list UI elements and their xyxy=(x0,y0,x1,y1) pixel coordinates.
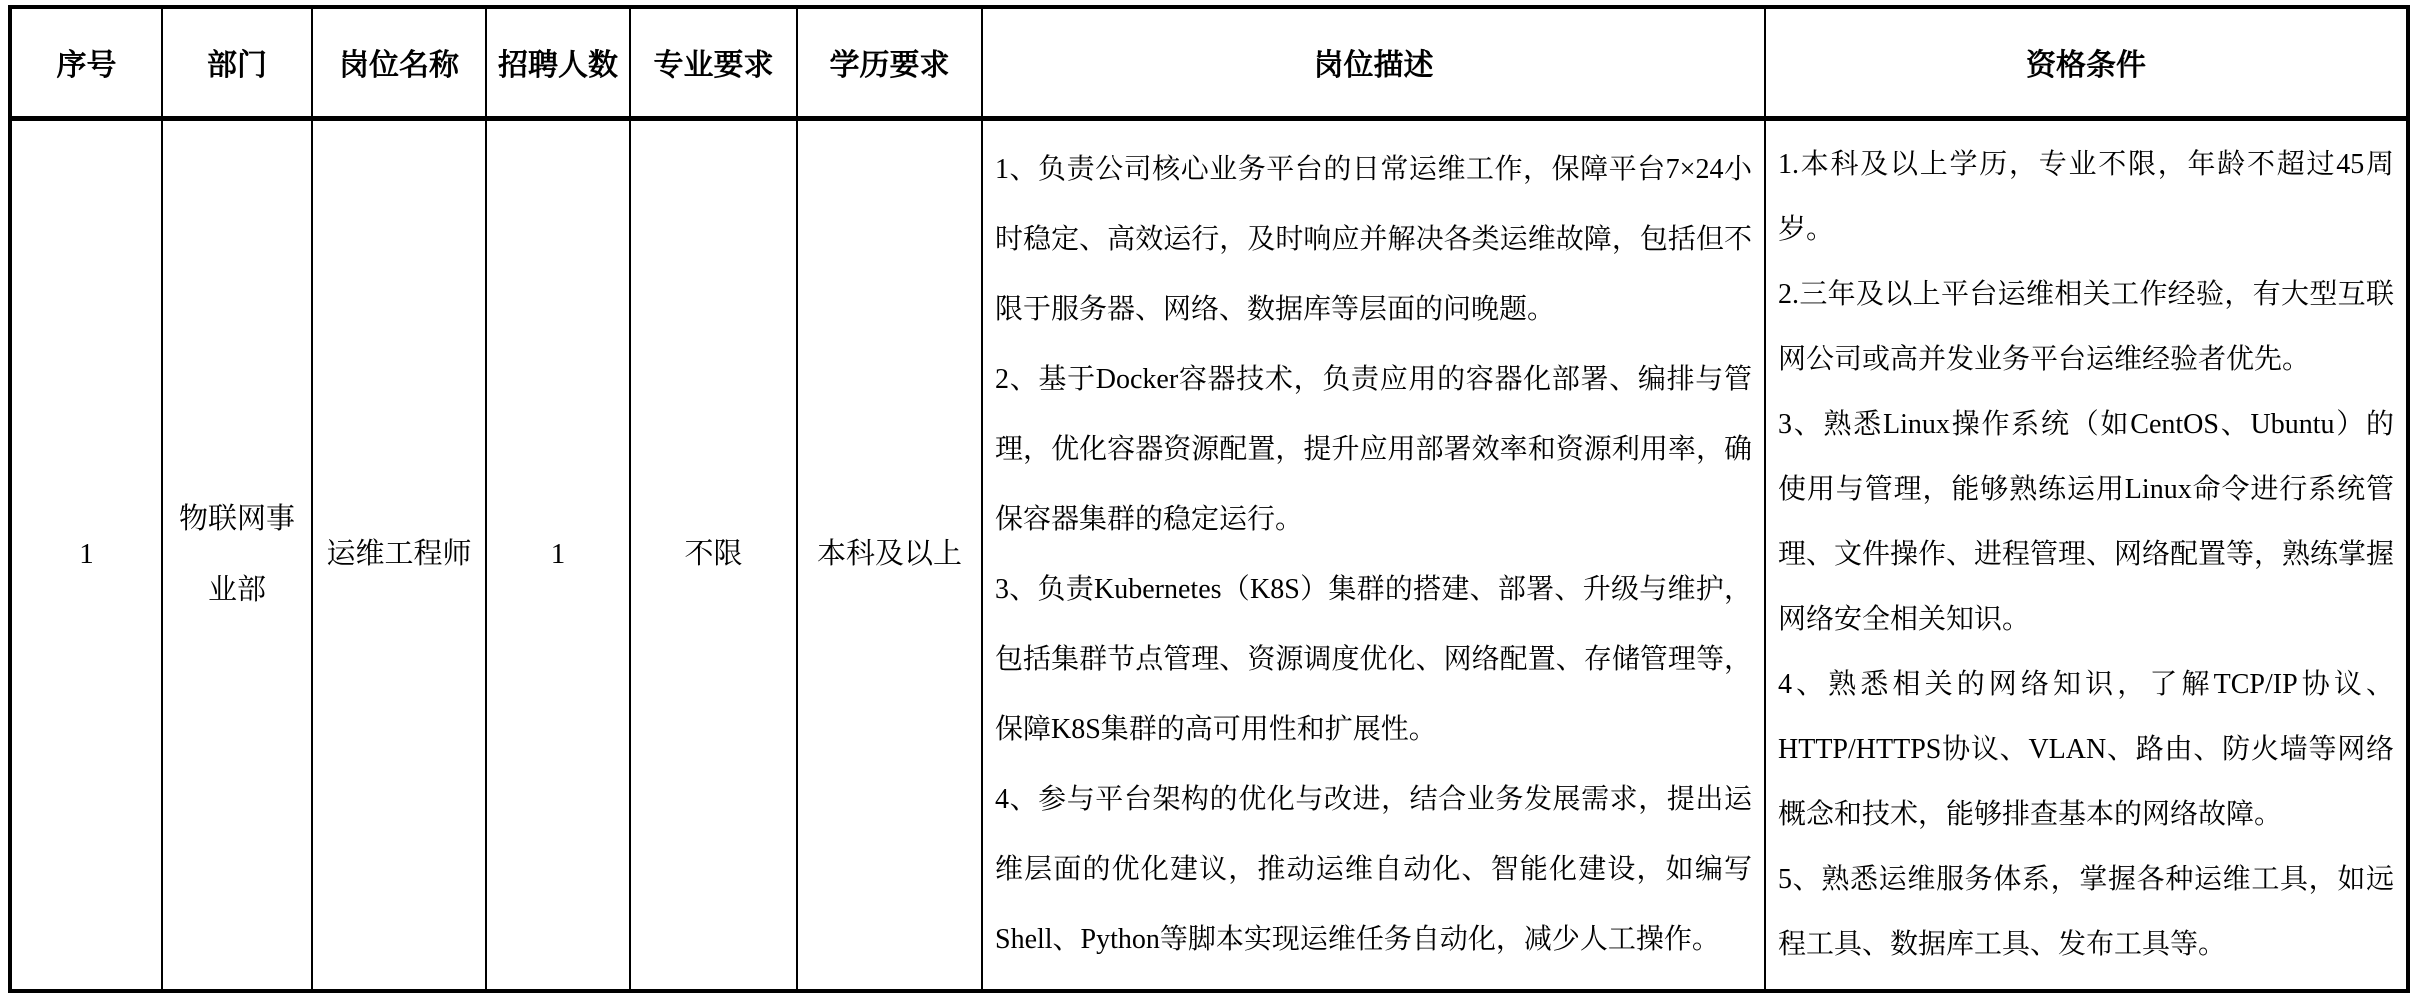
table-header-row xyxy=(10,7,2408,118)
table-row xyxy=(10,118,2408,991)
cell-education-requirement: 本科及以上 xyxy=(797,118,982,991)
header-department: 部门 xyxy=(162,7,312,118)
header-job-description: 岗位描述 xyxy=(982,7,1765,118)
job-description-paragraph: 3、负责Kubernetes（K8S）集群的搭建、部署、升级与维护，包括集群节点管理、资源调度优化、网络配置、存储管理等，保障K8S集群的高可用性和扩展性。 xyxy=(995,573,1752,745)
qualification-item: 4、熟悉相关的网络知识，了解TCP/IP协议、HTTP/HTTPS协议、VLAN、路由、防火墙等网络概念和技术，能够排查基本的网络故障。 xyxy=(1778,669,2394,831)
job-description-paragraph: 4、参与平台架构的优化与改进，结合业务发展需求，提出运维层面的优化建议，推动运维自动化、智能化建设，如编写Shell、Python等脚本实现运维任务自动化，减少人工操作。 xyxy=(995,783,1752,955)
header-headcount: 招聘人数 xyxy=(486,7,630,118)
cell-job-description xyxy=(982,118,1765,991)
cell-department: 物联网事业部 xyxy=(162,118,312,991)
header-qualifications: 资格条件 xyxy=(1765,7,2408,118)
qualification-item: 5、熟悉运维服务体系，掌握各种运维工具，如远程工具、数据库工具、发布工具等。 xyxy=(1778,864,2394,961)
job-postings-table xyxy=(8,5,2410,993)
cell-seq-number: 1 xyxy=(10,118,162,991)
header-seq-number: 序号 xyxy=(10,7,162,118)
header-position-name: 岗位名称 xyxy=(312,7,486,118)
job-description-paragraph: 2、基于Docker容器技术，负责应用的容器化部署、编排与管理，优化容器资源配置，提升应用部署效率和资源利用率，确保容器集群的稳定运行。 xyxy=(995,363,1752,535)
header-major-requirement: 专业要求 xyxy=(630,7,797,118)
header-education-requirement: 学历要求 xyxy=(797,7,982,118)
qualification-item: 2.三年及以上平台运维相关工作经验，有大型互联网公司或高并发业务平台运维经验者优先。 xyxy=(1778,279,2394,376)
cell-major-requirement: 不限 xyxy=(630,118,797,991)
qualification-item: 1.本科及以上学历，专业不限，年龄不超过45周岁。 xyxy=(1778,149,2394,246)
qualification-item: 3、熟悉Linux操作系统（如CentOS、Ubuntu）的使用与管理，能够熟练运用Linux命令进行系统管理、文件操作、进程管理、网络配置等，熟练掌握网络安全相关知识。 xyxy=(1778,409,2395,636)
cell-qualifications xyxy=(1765,118,2408,991)
cell-headcount: 1 xyxy=(486,118,630,991)
job-description-paragraph: 1、负责公司核心业务平台的日常运维工作，保障平台7×24小时稳定、高效运行，及时响应并解决各类运维故障，包括但不限于服务器、网络、数据库等层面的问晚题。 xyxy=(995,153,1752,325)
cell-position-name: 运维工程师 xyxy=(312,118,486,991)
